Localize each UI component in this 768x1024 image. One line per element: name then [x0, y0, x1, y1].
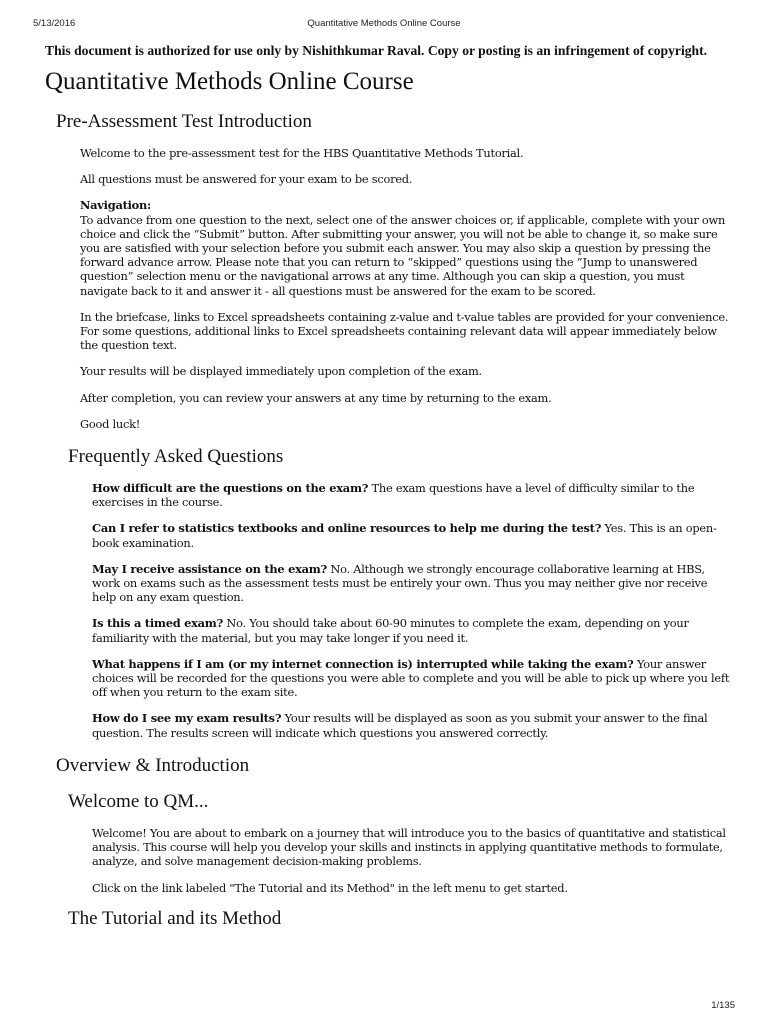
pre-assessment-heading: Pre-Assessment Test Introduction: [56, 111, 312, 132]
faq-question: Can I refer to statistics textbooks and online resources to help me during the test?: [92, 521, 602, 536]
navigation-text: To advance from one question to the next, select one of the answer choices or, if applicable, complete with your own choice and click the “Submit” button. After submitting your answer, you will not be able to change it, so make sure you are satisfied with your selection before you submit each answer. You may also skip a question by pressing the forward advance arrow. Please note that you can return to “skipped” questions using the “Jump to unanswered question” selection menu or the navigational arrows at any time. Although you can skip a question, you must navigate back to it and answer it - all questions must be answered for the exam to be scored.: [80, 212, 726, 298]
faq-answer: No. You should take about 60-90 minutes to complete the exam, depending on your familiarity with the material, but you may take longer if you need it.: [92, 616, 689, 645]
faq-answer: No. Although we strongly encourage collaborative learning at HBS, work on exams such as the assessment tests must be entirely your own. Thus you may neither give nor receive help on any exam question.: [92, 561, 708, 605]
faq-question: May I receive assistance on the exam?: [92, 561, 327, 576]
overview-heading: Overview & Introduction: [56, 754, 250, 776]
navigation-label: Navigation:: [80, 198, 152, 213]
get-started-text: Click on the link labeled "The Tutorial and its Method" in the left menu to get started.: [92, 880, 568, 895]
faq-item: [92, 481, 730, 509]
faq-item: [92, 521, 730, 549]
faq-answer: Your answer choices will be recorded for the questions you were able to complete and you will be able to pick up where you left off when you return to the exam site.: [92, 656, 730, 700]
faq-question: Is this a timed exam?: [92, 616, 224, 631]
copyright-notice: This document is authorized for use only by Nishithkumar Raval. Copy or posting is an infringement of copyright.: [45, 43, 708, 58]
good-luck-text: Good luck!: [80, 416, 141, 431]
welcome-qm-heading: Welcome to QM...: [68, 790, 209, 812]
faq-question: How difficult are the questions on the exam?: [92, 481, 369, 496]
faq-heading: Frequently Asked Questions: [68, 446, 284, 468]
welcome-qm-text: Welcome! You are about to embark on a journey that will introduce you to the basics of quantitative and statistical analysis. This course will help you develop your skills and instincts in applying quantitative methods to formulate, analyze, and solve management decision-making problems.: [92, 825, 726, 869]
briefcase-text: In the briefcase, links to Excel spreadsheets containing z-value and t-value tables are provided for your convenience. For some questions, additional links to Excel spreadsheets containing relevant data will appear immediately below the question text.: [80, 309, 729, 353]
faq-answer: Yes. This is an open-book examination.: [92, 521, 717, 550]
review-text: After completion, you can review your answers at any time by returning to the exam.: [80, 390, 552, 405]
tutorial-method-heading: The Tutorial and its Method: [68, 907, 282, 929]
faq-item: [92, 616, 730, 644]
navigation-block: [80, 198, 730, 297]
faq-question: How do I see my exam results?: [92, 711, 282, 726]
document-body: [45, 43, 730, 931]
faq-question: What happens if I am (or my internet connection is) interrupted while taking the exam?: [92, 656, 634, 671]
faq-answer: The exam questions have a level of difficulty similar to the exercises in the course.: [92, 481, 695, 510]
faq-answer: Your results will be displayed as soon as you submit your answer to the final question. The results screen will indicate which questions you answered correctly.: [92, 711, 708, 740]
faq-item: [92, 657, 730, 700]
pre-assessment-all-questions: All questions must be answered for your exam to be scored.: [80, 172, 413, 187]
faq-item: [92, 562, 730, 605]
print-date: 5/13/2016: [33, 18, 76, 29]
pre-assessment-welcome: Welcome to the pre-assessment test for the HBS Quantitative Methods Tutorial.: [80, 146, 524, 160]
page-number: 1/135: [711, 1000, 735, 1011]
results-text: Your results will be displayed immediately upon completion of the exam.: [80, 364, 482, 379]
print-title: Quantitative Methods Online Course: [307, 18, 461, 29]
faq-item: [92, 711, 730, 739]
page-title: Quantitative Methods Online Course: [45, 68, 414, 95]
print-header: [0, 18, 768, 32]
